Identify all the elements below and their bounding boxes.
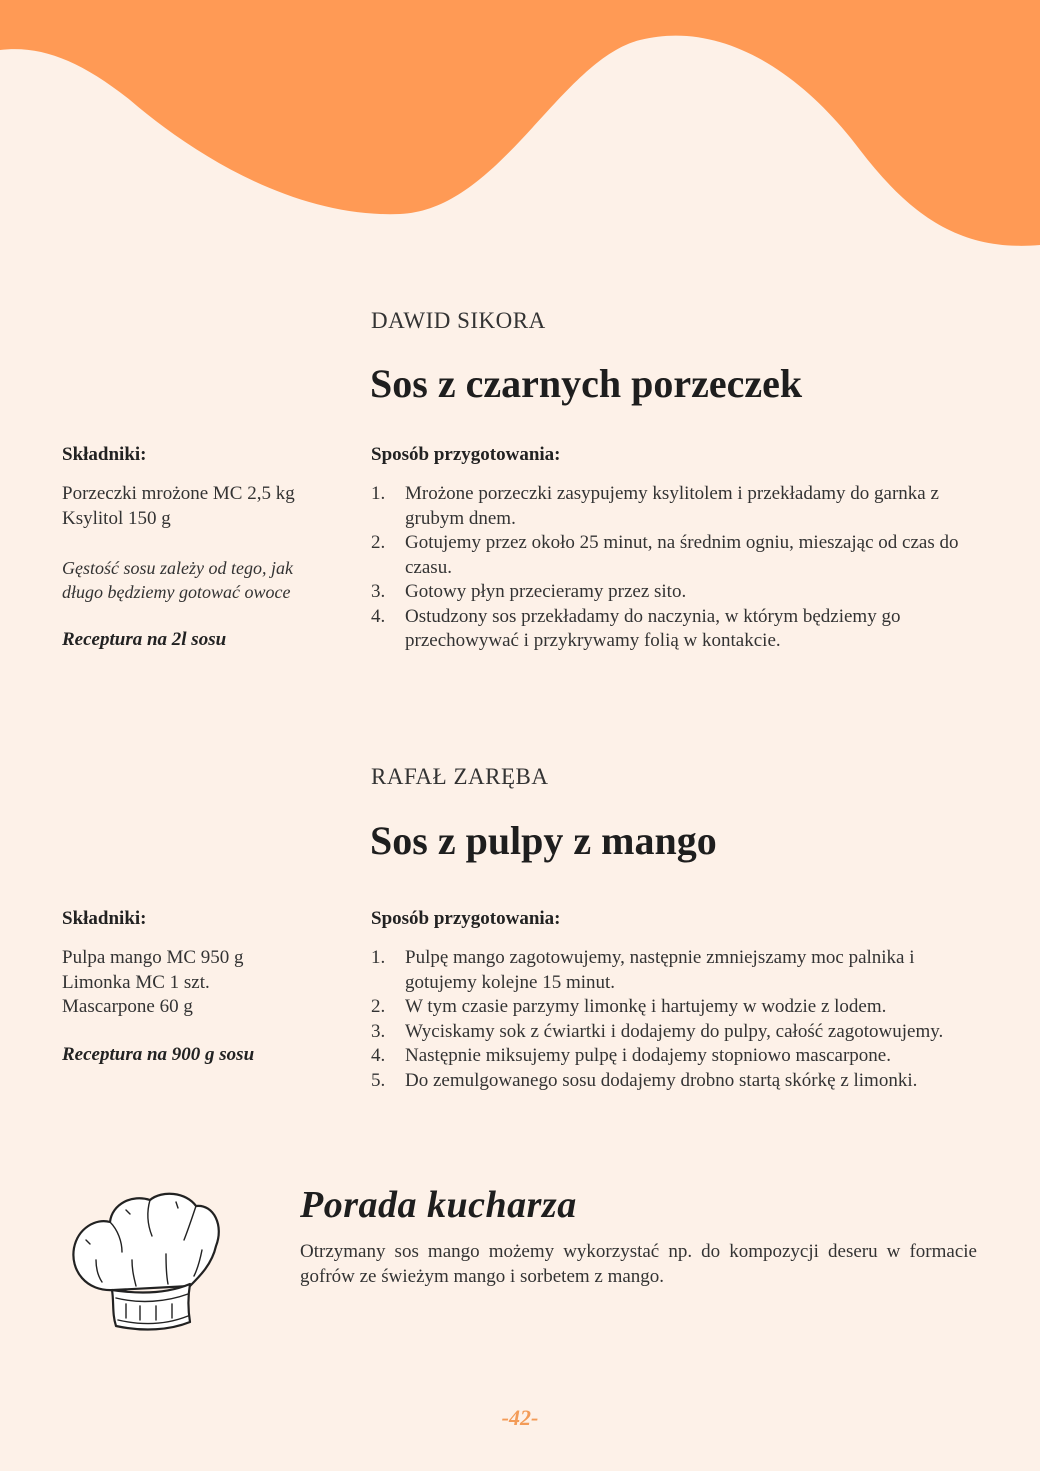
recipe-2-steps (371, 946, 981, 1093)
step-item (371, 1044, 981, 1069)
step-number: 4. (371, 1045, 386, 1066)
chef-hat-icon (66, 1190, 226, 1340)
step-number: 4. (371, 605, 386, 627)
tip-text: Otrzymany sos mango możemy wykorzystać np. do kompozycji deseru w formacie gofrów ze świeżym mango i sorbetem z mango. (300, 1241, 977, 1287)
recipe-1-ingredients-label: Składniki: (62, 444, 147, 465)
recipe-1-method-label: Sposób przygotowania: (371, 444, 561, 465)
step-text: Wyciskamy sok z ćwiartki i dodajemy do pulpy, całość zagotowujemy. (405, 1020, 944, 1042)
recipe-2-yield: Receptura na 900 g sosu (62, 1044, 255, 1065)
recipe-2-title: Sos z pulpy z mango (370, 818, 717, 863)
recipe-2-method-label: Sposób przygotowania: (371, 908, 561, 929)
step-item (371, 995, 981, 1020)
step-number: 2. (371, 532, 386, 553)
step-number: 2. (371, 996, 386, 1017)
step-text: Gotowy płyn przecieramy przez sito. (405, 581, 687, 602)
step-item (371, 946, 981, 995)
step-text: Pulpę mango zagotowujemy, następnie zmniejszamy moc palnika i gotujemy kolejne 15 minut. (405, 947, 915, 993)
step-text: W tym czasie parzymy limonkę i hartujemy w wodzie z lodem. (405, 996, 887, 1017)
step-item (371, 531, 976, 580)
ingredient-item: Mascarpone 60 g (62, 996, 193, 1017)
recipe-2-author: RAFAŁ ZARĘBA (371, 764, 549, 789)
step-item (371, 580, 976, 605)
note-line: Gęstość sosu zależy od tego, jak (62, 558, 293, 578)
tip-title: Porada kucharza (300, 1184, 577, 1226)
recipe-1-note (62, 556, 293, 604)
recipe-1-steps (371, 482, 976, 654)
step-text: Do zemulgowanego sosu dodajemy drobno startą skórkę z limonki. (405, 1069, 918, 1091)
recipe-1-yield: Receptura na 2l sosu (62, 629, 227, 650)
recipe-2-ingredients (62, 946, 244, 1020)
step-number: 5. (371, 1069, 386, 1091)
note-line: długo będziemy gotować owoce (62, 582, 291, 602)
recipe-1-title: Sos z czarnych porzeczek (370, 361, 803, 406)
step-item (371, 605, 976, 654)
ingredient-item: Pulpa mango MC 950 g (62, 947, 244, 968)
recipe-1-ingredients (62, 482, 295, 531)
ingredient-item: Porzeczki mrożone MC 2,5 kg (62, 483, 295, 504)
step-text: Gotujemy przez około 25 minut, na średnim ogniu, mieszając od czas do czasu. (405, 532, 959, 578)
page-number: -42- (501, 1405, 539, 1430)
step-number: 3. (371, 1020, 386, 1042)
header-wave (0, 0, 1040, 260)
step-text: Mrożone porzeczki zasypujemy ksylitolem i przekładamy do garnka z grubym dnem. (405, 483, 939, 529)
step-item (371, 482, 976, 531)
recipe-1-author: DAWID SIKORA (371, 308, 546, 333)
step-number: 1. (371, 947, 386, 968)
step-text: Następnie miksujemy pulpę i dodajemy stopniowo mascarpone. (405, 1045, 891, 1066)
step-item (371, 1020, 981, 1045)
recipe-2-ingredients-label: Składniki: (62, 908, 147, 929)
step-text: Ostudzony sos przekładamy do naczynia, w którym będziemy go przechowywać i przykrywamy folią w kontakcie. (405, 605, 901, 651)
step-number: 1. (371, 483, 386, 504)
ingredient-item: Ksylitol 150 g (62, 507, 171, 529)
step-number: 3. (371, 581, 386, 602)
ingredient-item: Limonka MC 1 szt. (62, 971, 210, 993)
step-item (371, 1069, 981, 1094)
